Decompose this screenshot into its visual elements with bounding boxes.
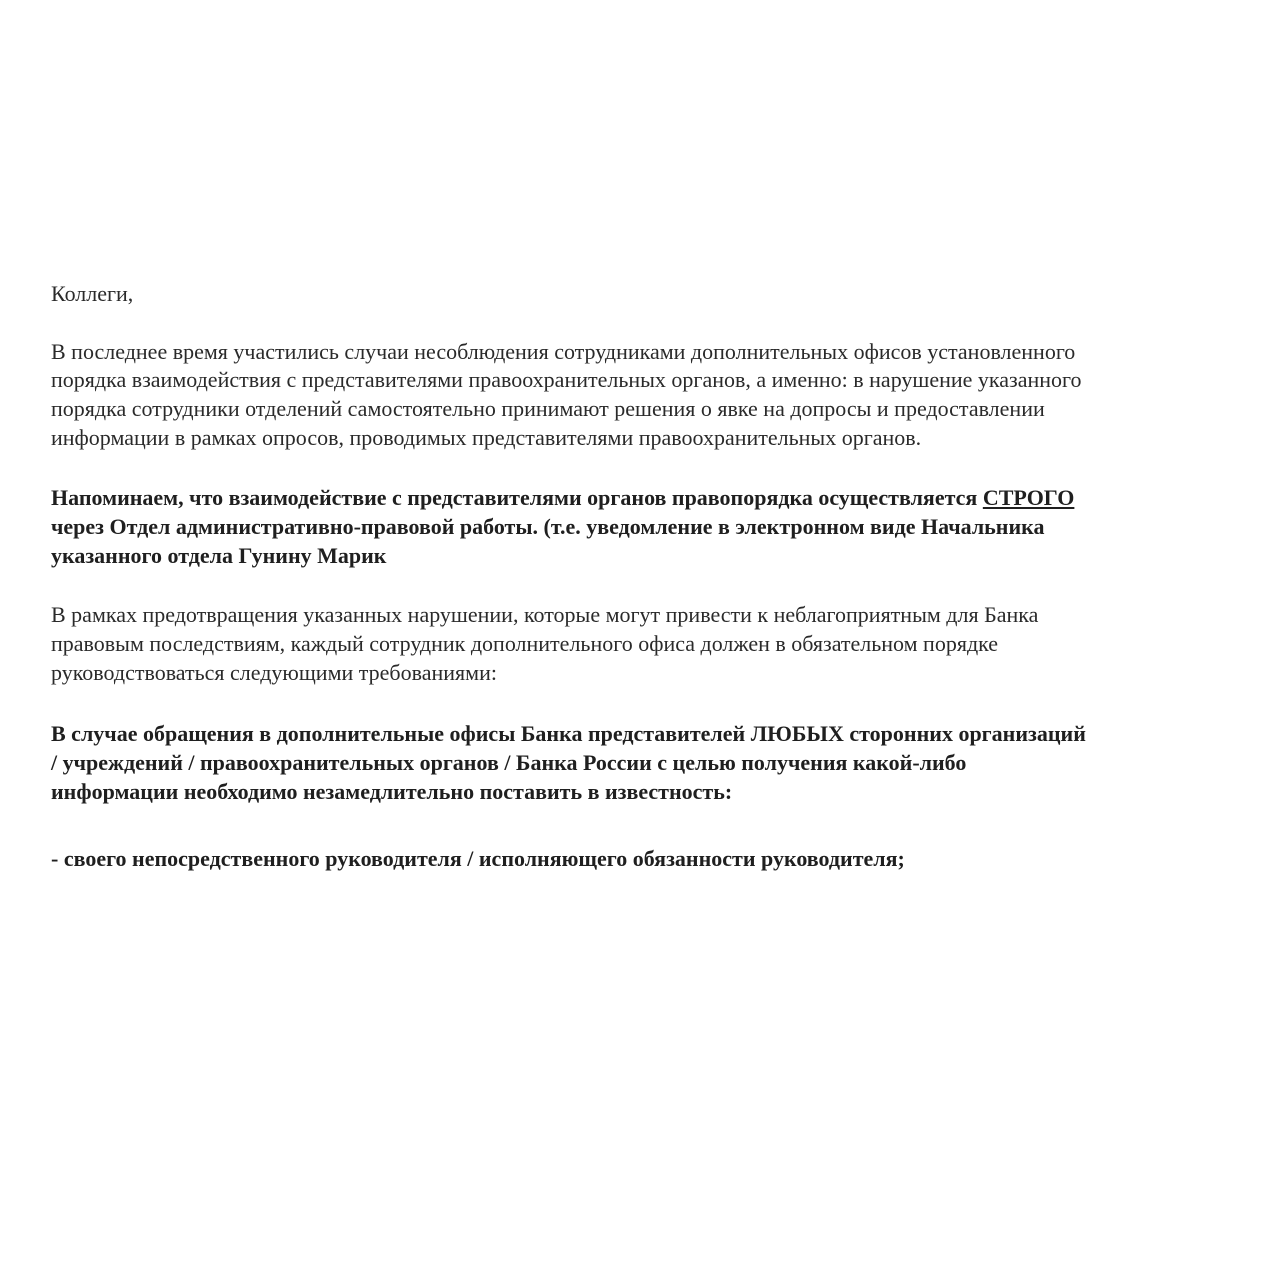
- paragraph3-line3: руководствоваться следующими требованиями:: [51, 660, 497, 685]
- strict-emphasis: СТРОГО: [982, 485, 1075, 510]
- paragraph1-line1: В последнее время участились случаи несоблюдения сотрудниками дополнительных офисов установленного: [51, 339, 1076, 364]
- paragraph1-line3: порядка сотрудники отделений самостоятельно принимают решения о явке на допросы и предоставлении: [51, 396, 1045, 421]
- paragraph3-line1: В рамках предотвращения указанных нарушении, которые могут привести к неблагоприятным для Банка: [51, 602, 1039, 627]
- paragraph2-line2: через Отдел административно-правовой работы. (т.е. уведомление в электронном виде Начальника: [51, 514, 1045, 539]
- paragraph4-line3: информации необходимо незамедлительно поставить в известность:: [51, 779, 733, 804]
- paragraph3-line2: правовым последствиям, каждый сотрудник дополнительного офиса должен в обязательном порядке: [51, 631, 999, 656]
- paragraph2-line3: указанного отдела Гунину Марик: [51, 543, 387, 568]
- paragraph4-line2: / учреждений / правоохранительных органов / Банка России с целью получения какой-либо: [51, 750, 967, 775]
- paragraph4-line1: В случае обращения в дополнительные офисы Банка представителей ЛЮБЫХ сторонних организаций: [51, 721, 1086, 746]
- greeting: Коллеги,: [51, 281, 134, 306]
- paragraph2-line1-text: Напоминаем, что взаимодействие с представителями органов правопорядка осуществляется: [51, 485, 983, 510]
- list-item-1: - своего непосредственного руководителя / исполняющего обязанности руководителя;: [51, 846, 905, 871]
- paragraph2-line1: [51, 484, 1074, 512]
- paragraph1-line4: информации в рамках опросов, проводимых представителями правоохранительных органов.: [51, 425, 922, 450]
- paragraph1-line2: порядка взаимодействия с представителями правоохранительных органов, а именно: в нарушение указанного: [51, 367, 1082, 392]
